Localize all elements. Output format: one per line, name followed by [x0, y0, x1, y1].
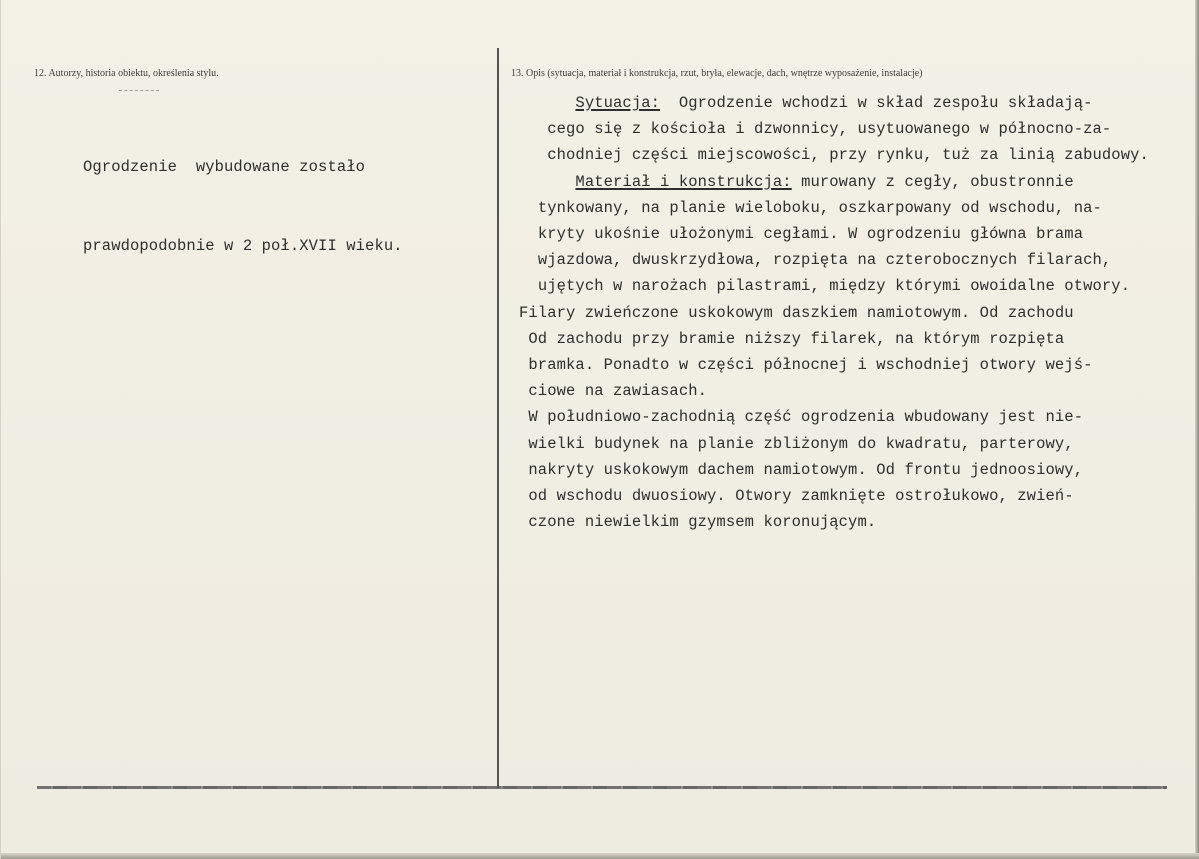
line-indent: [519, 408, 528, 426]
field-13-line: [519, 404, 1149, 430]
line-text: czone niewielkim gzymsem koronującym.: [528, 513, 877, 532]
line-text: Od zachodu przy bramie niższy filarek, na którym rozpięta: [528, 329, 1065, 348]
line-indent: [519, 330, 528, 348]
line-indent: [519, 146, 547, 164]
card-right-edge: [1195, 0, 1199, 859]
field-13-line: [519, 142, 1149, 168]
line-indent: [519, 251, 538, 269]
field-12-line: Ogrodzenie wybudowane zostało: [83, 158, 366, 177]
field-12-line: prawdopodobnie w 2 poł.XVII wieku.: [83, 237, 403, 256]
section-heading: Sytuacja:: [575, 94, 661, 112]
line-indent: [519, 461, 528, 479]
field-13-line: [519, 300, 1149, 326]
line-indent: [519, 94, 575, 112]
line-text: ciowe na zawiasach.: [528, 382, 708, 401]
line-text: bramka. Ponadto w części północnej i wschodniej otwory wejś-: [528, 356, 1093, 375]
field-12-label: 12. Autorzy, historia obiektu, określenia stylu.: [34, 68, 219, 79]
line-indent: [519, 199, 538, 217]
line-indent: [519, 487, 528, 505]
field-13-line: [519, 90, 1149, 116]
line-indent: [519, 277, 538, 295]
line-text: wjazdowa, dwuskrzydłowa, rozpięta na czterobocznych filarach,: [537, 251, 1112, 270]
line-text: kryty ukośnie ułożonymi cegłami. W ogrodzeniu główna brama: [537, 225, 1084, 244]
line-text: tynkowany, na planie wieloboku, oszkarpowany od wschodu, na-: [537, 198, 1102, 217]
dashed-mark: [119, 90, 159, 92]
field-13-line: [519, 326, 1149, 352]
line-indent: [519, 120, 547, 138]
field-13-text: [519, 90, 1149, 535]
line-text: Ogrodzenie wchodzi w skład zespołu składają-: [660, 94, 1093, 112]
line-text: W południowo-zachodnią część ogrodzenia wbudowany jest nie-: [528, 408, 1084, 427]
field-13-line: [519, 457, 1149, 483]
field-13-line: [519, 247, 1149, 273]
field-13-line: [519, 378, 1149, 404]
field-12-text: [83, 102, 403, 312]
field-13-line: [519, 273, 1149, 299]
line-text: nakryty uskokowym dachem namiotowym. Od frontu jednoosiowy,: [528, 460, 1084, 479]
field-13-line: [519, 116, 1149, 142]
column-divider: [497, 48, 499, 788]
line-text: murowany z cegły, obustronnie: [791, 172, 1074, 191]
line-text: od wschodu dwuosiowy. Otwory zamknięte ostrołukowo, zwień-: [528, 487, 1074, 506]
line-text: chodniej części miejscowości, przy rynku, tuż za linią zabudowy.: [547, 146, 1149, 165]
field-13-line: [519, 509, 1149, 535]
field-13-line: [519, 221, 1149, 247]
line-indent: [519, 225, 538, 243]
line-indent: [519, 173, 575, 191]
line-text: cego się z kościoła i dzwonnicy, usytuowanego w północno-za-: [547, 120, 1112, 139]
card-bottom-edge: [1, 853, 1199, 859]
field-13-line: [519, 195, 1149, 221]
line-indent: [519, 356, 528, 374]
field-13-line: [519, 352, 1149, 378]
field-13-line: [519, 483, 1149, 509]
line-indent: [519, 382, 528, 400]
field-13-label: 13. Opis (sytuacja, materiał i konstrukcja, rzut, bryła, elewacje, dach, wnętrze wyposażenie, instalacje): [511, 68, 923, 79]
field-13-line: [519, 169, 1149, 195]
section-heading: Materiał i konstrukcja:: [575, 172, 792, 191]
line-text: ujętych w narożach pilastrami, między którymi owoidalne otwory.: [537, 277, 1131, 296]
line-text: wielki budynek na planie zbliżonym do kwadratu, parterowy,: [528, 434, 1074, 453]
line-text: Filary zwieńczone uskokowym daszkiem namiotowym. Od zachodu: [519, 303, 1074, 322]
line-indent: [519, 513, 528, 531]
field-13-line: [519, 431, 1149, 457]
line-indent: [519, 435, 528, 453]
bottom-rule: [37, 786, 1167, 789]
